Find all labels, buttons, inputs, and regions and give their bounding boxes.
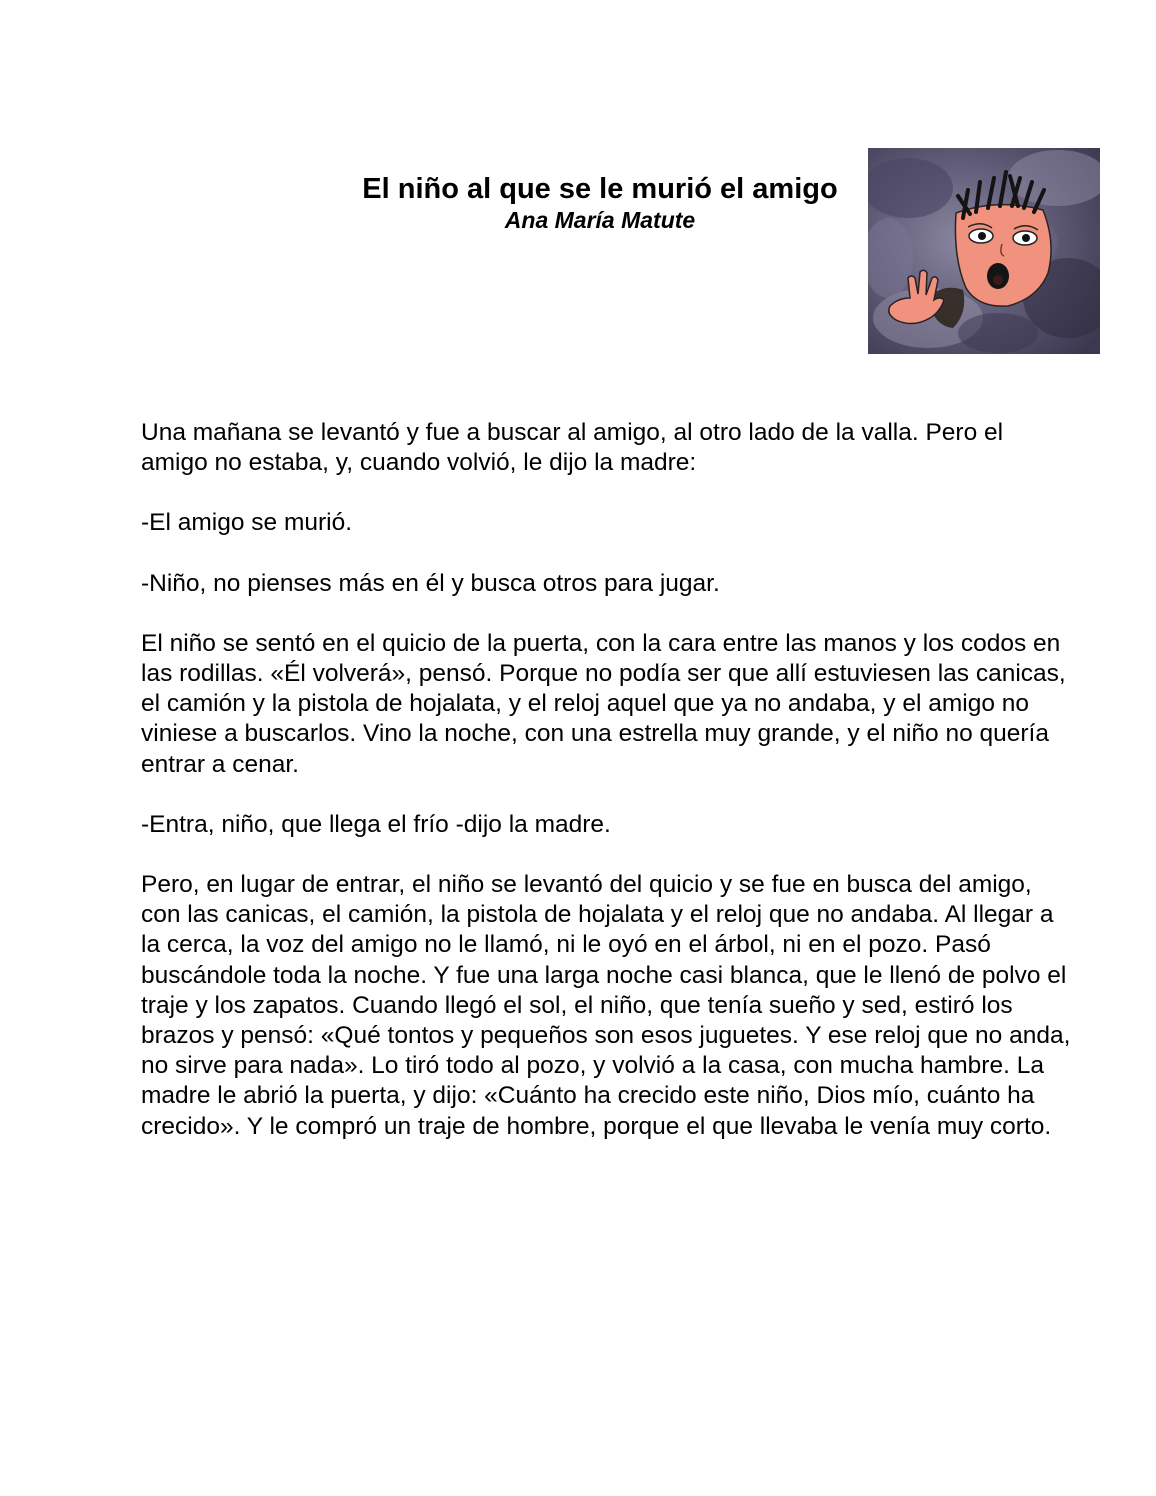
screaming-child-illustration bbox=[868, 148, 1100, 354]
paragraph-5: -Entra, niño, que llega el frío -dijo la madre. bbox=[141, 810, 611, 838]
title-block bbox=[340, 172, 860, 234]
story-author: Ana María Matute bbox=[504, 207, 696, 233]
paragraph-3: -Niño, no pienses más en él y busca otros para jugar. bbox=[141, 569, 720, 597]
paragraph-6: Pero, en lugar de entrar, el niño se levantó del quicio y se fue en busca del amigo, con las canicas, el camión, la pistola de hojalata y el reloj que no andaba. Al llegar a la cerca, la voz del amigo no le llamó, ni le oyó en el árbol, ni en el pozo. Pasó buscándole toda la noche. Y fue una larga noche casi blanca, que le llenó de polvo el traje y los zapatos. Cuando llegó el sol, el niño, que tenía sueño y sed, estiró los brazos y pensó: «Qué tontos y pequeños son esos juguetes. Y ese reloj que no anda, no sirve para nada». Lo tiró todo al pozo, y volvió a la casa, con mucha hambre. La madre le abrió la puerta, y dijo: «Cuánto ha crecido este niño, Dios mío, cuánto ha crecido». Y le compró un traje de hombre, porque el que llevaba le venía muy corto. bbox=[141, 871, 1071, 1140]
story-body bbox=[141, 418, 1071, 1172]
paragraph-1: Una mañana se levantó y fue a buscar al amigo, al otro lado de la valla. Pero el amigo no estaba, y, cuando volvió, le dijo la madre: bbox=[141, 419, 1004, 477]
paragraph-4: El niño se sentó en el quicio de la puerta, con la cara entre las manos y los codos en las rodillas. «Él volverá», pensó. Porque no podía ser que allí estuviesen las canicas, el camión y la pistola de hojalata, y el reloj aquel que ya no andaba, y el amigo no viniese a buscarlos. Vino la noche, con una estrella muy grande, y el niño no quería entrar a cenar. bbox=[141, 629, 1066, 778]
story-title: El niño al que se le murió el amigo bbox=[362, 173, 838, 205]
paragraph-2: -El amigo se murió. bbox=[141, 509, 353, 537]
